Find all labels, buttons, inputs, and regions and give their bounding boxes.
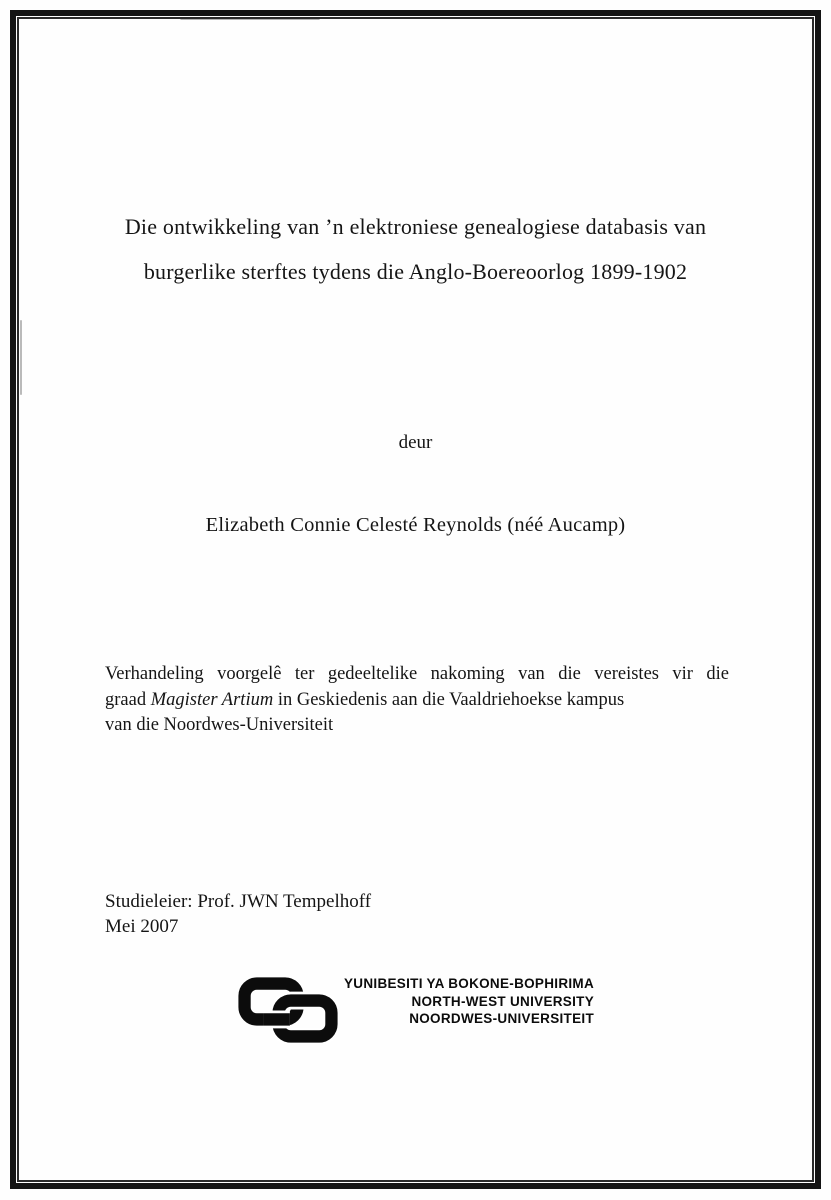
nwu-logo-text: [344, 972, 594, 1028]
scan-artifact: [20, 320, 22, 395]
nwu-logo-line3: NOORDWES-UNIVERSITEIT: [409, 1011, 595, 1026]
degree-statement-line2: [105, 688, 729, 714]
nwu-logo-line1: YUNIBESITI YA BOKONE-BOPHIRIMA: [343, 976, 595, 991]
thesis-title: [85, 204, 746, 294]
degree-statement: [105, 662, 729, 739]
supervisor-block: [105, 889, 371, 939]
degree-statement-line2-post: in Geskiedenis aan die Vaaldriehoekse kampus: [273, 689, 625, 710]
thesis-title-line2: burgerlike sterftes tydens die Anglo-Boereoorlog 1899-1902: [143, 259, 688, 284]
degree-name-italic: Magister Artium: [150, 689, 274, 710]
thesis-title-line1: Die ontwikkeling van ’n elektroniese genealogiese databasis van: [124, 214, 707, 239]
degree-statement-line1: Verhandeling voorgelê ter gedeeltelike nakoming van die vereistes vir die: [105, 664, 729, 684]
degree-statement-line3: van die Noordwes-Universiteit: [105, 715, 334, 735]
date-line: Mei 2007: [105, 916, 179, 937]
nwu-logo-line2: NORTH-WEST UNIVERSITY: [411, 993, 595, 1009]
degree-statement-line2-pre: graad: [105, 689, 151, 710]
byline-label: deur: [398, 432, 433, 453]
nwu-chain-links-icon: [237, 976, 339, 1044]
scan-artifact: [180, 17, 320, 20]
supervisor-line: Studieleier: Prof. JWN Tempelhoff: [105, 891, 372, 912]
author-name: Elizabeth Connie Celesté Reynolds (néé Aucamp): [205, 514, 626, 536]
nwu-logo: [0, 972, 831, 1044]
